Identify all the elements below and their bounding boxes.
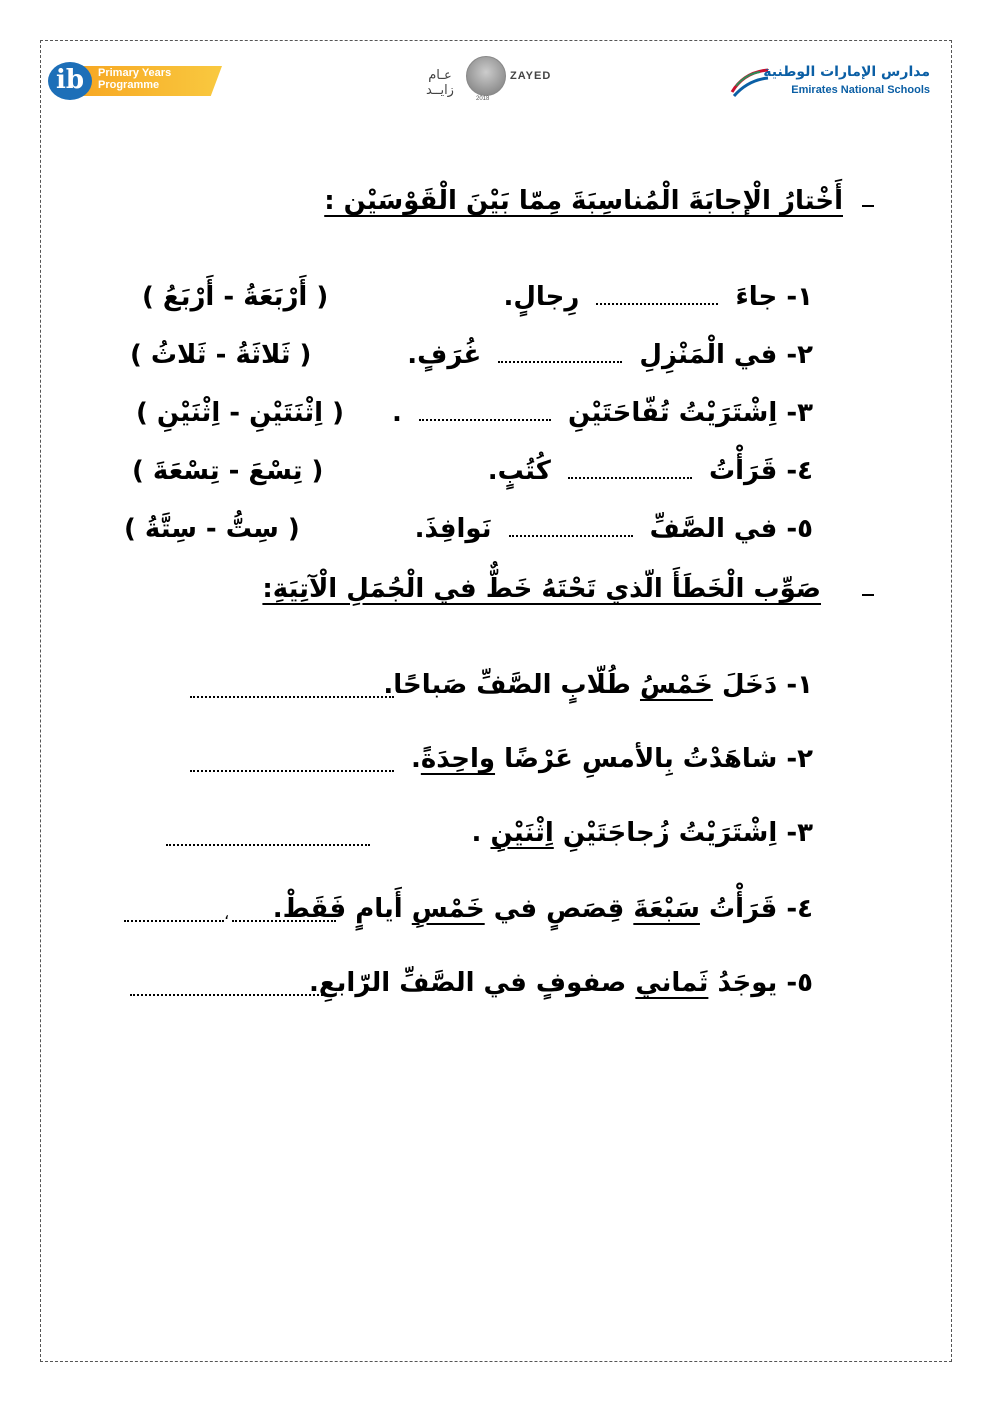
answer-blank-part-1[interactable] — [124, 920, 224, 922]
s1-question-3 — [392, 400, 813, 426]
worksheet-border — [40, 40, 952, 1362]
underlined-error: ثَماني — [635, 968, 709, 998]
s1-question-2 — [407, 342, 813, 368]
section2-bullet — [862, 594, 874, 596]
item-number: ٣- — [786, 818, 813, 848]
text-pre: يوجَدُ — [717, 968, 778, 998]
item-number: ٣- — [786, 398, 813, 428]
s2-answer-blank-5[interactable] — [130, 994, 334, 996]
ens-english: Emirates National Schools — [791, 84, 930, 96]
underlined-error: خَمْسُ — [639, 670, 713, 700]
s2-question-2 — [411, 746, 813, 772]
text-post: . — [471, 818, 491, 848]
s1-choices-1: ( أَرْبَعَةُ - أَرْبَعُ ) — [142, 282, 329, 312]
answer-blank[interactable] — [419, 419, 551, 421]
ib-line1: Primary Years — [98, 67, 172, 79]
item-number: ١- — [786, 670, 813, 700]
answer-blank-part-2[interactable] — [232, 920, 336, 922]
answer-blank[interactable] — [568, 477, 692, 479]
item-number: ٥- — [786, 968, 813, 998]
s1-question-5 — [415, 516, 813, 542]
text-before: جاءَ — [735, 282, 778, 312]
underlined-error-2: خَمْسِ — [411, 894, 485, 924]
section1-bullet — [862, 205, 874, 207]
text-mid: قِصَصٍ في — [493, 894, 625, 924]
text-after: كُتُبٍ. — [487, 456, 551, 486]
s1-choices-5: ( سِتُّ - سِتَّةُ ) — [124, 514, 300, 544]
year-of-zayed-logo — [418, 54, 558, 100]
s2-answer-blank-3[interactable] — [166, 844, 370, 846]
text-pre: دَخَلَ — [721, 670, 778, 700]
text-post: . — [410, 744, 421, 774]
item-number: ٢- — [786, 744, 813, 774]
ib-logo-text — [98, 67, 171, 91]
item-number: ٤- — [786, 894, 813, 924]
item-number: ٢- — [786, 340, 813, 370]
s1-question-4 — [488, 458, 813, 484]
answer-blank[interactable] — [498, 361, 622, 363]
s2-question-3 — [472, 820, 813, 846]
ens-arabic: مدارس الإمارات الوطنية — [763, 64, 930, 80]
answer-blank[interactable] — [596, 303, 718, 305]
item-number: ٥- — [786, 514, 813, 544]
s2-answer-blank-1[interactable] — [190, 696, 394, 698]
underlined-error: سَبْعَةَ — [633, 894, 700, 924]
text-pre: قَرَأْتُ — [709, 894, 778, 924]
text-pre: اِشْتَرَيْتُ زُجاجَتَيْنِ — [562, 818, 778, 848]
ib-line2: Programme — [98, 79, 160, 91]
text-after: نَوافِذَ. — [414, 514, 492, 544]
item-number: ٤- — [786, 456, 813, 486]
zayed-english: ZAYED — [510, 70, 552, 82]
text-before: في الصَّفِّ — [649, 514, 778, 544]
blank-separator: ، — [224, 904, 230, 923]
text-after: غُرَفٍ. — [407, 340, 482, 370]
s1-question-1 — [503, 284, 813, 310]
s2-answer-blank-2[interactable] — [190, 770, 394, 772]
zayed-portrait-icon — [466, 56, 506, 96]
item-number: ١- — [786, 282, 813, 312]
text-after: رِجالٍ. — [503, 282, 580, 312]
emirates-national-schools-logo — [728, 62, 934, 102]
text-before: اِشْتَرَيْتُ تُفّاحَتَيْنِ — [568, 398, 778, 428]
text-after: . — [392, 398, 402, 428]
zayed-year: 2018 — [476, 96, 490, 102]
section2-heading: صَوِّب الْخَطَأَ الّذي تَحْتَهُ خَطٌّ في الْجُمَلِ الْآتِيَةِ: — [262, 574, 821, 604]
text-post: أَيامٍ فَقَطْ. — [272, 894, 403, 924]
underlined-error: اِثْنَيْنِ — [490, 818, 554, 848]
s1-choices-3: ( اِثْنَتَيْنِ - اِثْنَيْنِ ) — [136, 398, 344, 428]
answer-blank[interactable] — [509, 535, 633, 537]
text-post: طُلّابٍ الصَّفِّ صَباحًا. — [383, 670, 631, 700]
s2-question-5 — [309, 970, 813, 996]
s1-choices-4: ( تِسْعَ - تِسْعَةَ ) — [132, 456, 324, 486]
zayed-arabic: عـام زايــد — [426, 68, 454, 98]
text-post: صفوفٍ في الصَّفِّ الرّابعِ. — [309, 968, 627, 998]
s2-question-1 — [383, 672, 813, 698]
s2-answer-blank-4[interactable] — [124, 902, 336, 924]
section1-heading: أَخْتارُ الْإجابَةَ الْمُناسِبَةَ مِمّا بَيْنَ الْقَوْسَيْن : — [324, 186, 843, 216]
text-before: في الْمَنْزِلِ — [639, 340, 778, 370]
underlined-error: واحِدَةً — [420, 744, 496, 774]
text-pre: شاهَدْتُ بِالأمسِ عَرْضًا — [504, 744, 778, 774]
ib-logo — [48, 60, 228, 102]
s1-choices-2: ( ثَلاثَةُ - ثَلاثُ ) — [130, 340, 312, 370]
s2-question-4 — [273, 896, 813, 922]
text-before: قَرَأْتُ — [709, 456, 778, 486]
ib-logo-circle: ib — [48, 62, 92, 100]
